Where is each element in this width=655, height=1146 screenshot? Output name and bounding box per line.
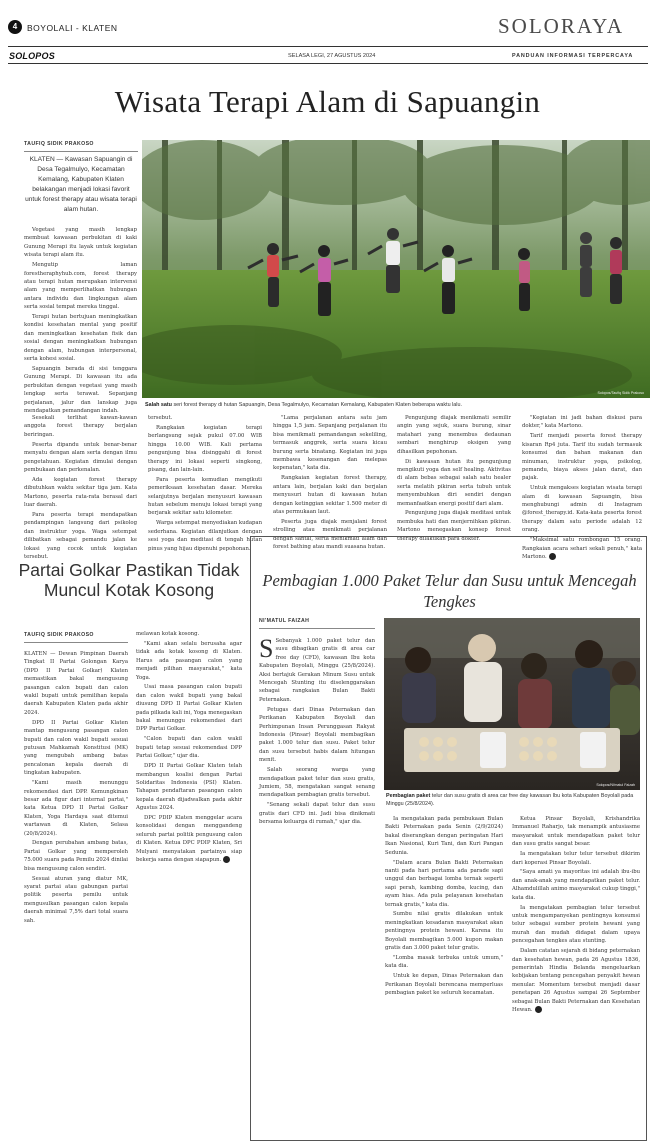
paragraph: Para peserta terapi mendapatkan pendampingan langsung dari psikolog dan instruktur yoga. Waga setempat dilibatkan sebagai pemandu jalan ke lokasi yang cocok untuk kegiatan tersebut. [24, 511, 137, 560]
golkar-col-1 [24, 650, 128, 927]
header-rule-bottom [8, 63, 648, 64]
paragraph: DPD II Partai Golkar Klaten mantap mengusung pasangan calon bupati dan calon wakil bupati sesuai putusan Mahkamah Konstitusi (MK) yang mengubah ambang batas pencalonan kepala daerah di tingkatan kabupaten. [24, 719, 128, 777]
paragraph: DPC PDIP Klaten menggelar acara konsolidasi dengan menggandeng seluruh partai politik pengusung calon di Klaten. Ketua DPC PDIP Klaten, Sri Mulyani menyatakan partainya siap bekerja sama dengan siapapun. [136, 815, 242, 864]
paragraph: "Lama perjalanan antara satu jam hingga 1,5 jam. Sepanjang perjalanan itu bisa menikmati pemandangan sekeliling, termasuk anggrek, serta suara kicau burung serta binatang. Kegiatan ini juga membawa kesenangan dan melepas kepenatan," kata dia. [273, 415, 387, 472]
paragraph: Untuk mengakses kegiatan wisata terapi alam di kawasan Sapuangin, bisa menghubungi admin di Instagram @forest_therapy.id. Kata-kata peserta forest therapy dalam satu periode adalah 12 orang. [522, 485, 642, 534]
egg-col-3 [512, 815, 640, 1016]
paragraph: Rangkaian kegiatan terapi berlangsung sejak pukul 07.00 WIB hingga 10.00 WIB. Kali pertama pengunjung bisa disinggahi di forest therapy ini lokasi seperti singkong, pisang, dan lain-lain. [148, 424, 262, 473]
end-mark-icon [535, 1006, 542, 1013]
drop-cap: S [259, 634, 274, 663]
paragraph: Petugas dari Dinas Peternakan dan Perikanan Kabupaten Boyolali dan Perhimpunan Insan Perunggasan Rakyat Indonesia (Pinsar) Boyolali membagikan paket 1.000 telur dan susu. Paket telur dan susu tersebut habis dalam hitungan menit. [259, 706, 375, 764]
paragraph: "Dalam acara Bulan Bakti Peternakan nanti pada hari pertama ada parade sapi unggul dan berbagai lomba ternak seperti sapi perah, kambing domba, kucing, dan ayam hias. Ada pula pelayanan kesehatan ternak gratis," kata dia. [385, 859, 503, 908]
forest-therapy-illustration [142, 140, 650, 398]
paragraph: "Kami akan selalu berusaha agar tidak ada kotak kosong di Klaten. Harus ada pasangan calon yang menjadi pilihan masyarakat," kata Yoga. [136, 640, 242, 681]
paragraph: KLATEN — Dewan Pimpinan Daerah Tingkat II Partai Golongan Karya (DPD II Partai Golkar) Klaten memastikan bakal mengusung pasangan calon bupati dan calon wakil bupati untuk pemilihan kepala daerah Kabupaten Klaten pada akhir 2024. [24, 651, 128, 716]
paragraph: Rangkaian kegiatan forest therapy, antara lain, berjalan kaki dan berjalan menyusuri hutan di kawasan hutan dengan ketinggian sekitar 1.500 meter di atas permukaan laut. [273, 475, 387, 515]
golkar-byline: TAUFIQ SIDIK PRAKOSO [24, 632, 94, 638]
brand-title: SOLORAYA [498, 14, 625, 38]
paragraph: Di kawasan hutan itu pengunjung mengikuti yoga dan self healing. Aktivitas di alam bebas sebagai salah satu healer serta melatih pikiran serta tubuh untuk menyembuhkan diri sendiri dengan memanfaatkan energi positif dari alam. [397, 458, 511, 507]
caption-text: telur dan susu gratis di area car free day kawasan Ibu kota Kabupaten Boyolali pada Minggu (25/8/2024). [386, 793, 634, 807]
golkar-headline: Partai Golkar Pastikan Tidak Muncul Kotak Kosong [18, 560, 240, 600]
issue-date: SELASA LEGI, 27 AGUSTUS 2024 [288, 53, 376, 59]
paragraph: Sumbu nilai gratis dilakukan untuk meningkatkan kesadaran masyarakat akan pentingnya protein hewani. Karena itu Boyolali membagikan 5.000 kupon makan gratis dan 3.000 paket telur gratis. [385, 911, 503, 952]
egg-col-1 [259, 634, 375, 828]
caption-label: Salah satu [145, 402, 172, 408]
paragraph: Dalam catatan sejarah di bidang peternakan dan kesehatan hewan, pada 26 Agustus 1836, pemerintah Hindia Belanda mengeluarkan kebijakan tentang pencegahan penyakit hewan menular. Momentum tersebut menjadi dasar penetapan 26 Agustus sampai 26 September sebagai Bulan Bakti Peternakan dan Kesehatan Hewan. [512, 948, 640, 1013]
paragraph: Ia mengatakan pada pembukaan Bulan Bakti Peternakan pada Senin (2/9/2024) bakal diserangkan dengan peringatan Hari Ikan Nasional, Kuri Tani, dan Kuri Pangan Sedunia. [385, 816, 503, 856]
paragraph: Mengutip laman forestheraphyhub.com, forest therapy atau terapi hutan merupakan intervensi alam yang memperlihatkan hubungan antara individu dan lingkungan alam serta sosial tempat mereka tinggal. [24, 262, 137, 311]
paragraph: Vegetasi yang masih lengkap membuat kawasan perbukitan di kaki Gunung Merapi itu layak untuk kegiatan wisata terapi alam itu. [24, 227, 137, 259]
end-mark-icon [223, 856, 230, 863]
page-number: 4 [8, 20, 22, 34]
paragraph: "Saya amati ya mayoritas ini adalah ibu-ibu dan anak-anak yang mendapatkan paket telur. Alhamdulillah animo masyarakat cukup tinggi," kata dia. [512, 869, 640, 901]
egg-distribution-illustration [384, 618, 640, 790]
paragraph: Ia mengatakan telur telur tersebut dikirim dari koperasi Pinsar Boyolali. [512, 851, 640, 866]
paragraph: Pengunjung diajak menikmati semilir angin yang sejuk, suara burung, sinar matahari yang menembus dedaunan sembari menghirup oksigen yang dihasilkan pepohonan. [397, 415, 511, 455]
main-col-1 [24, 226, 137, 417]
main-col-4 [397, 414, 511, 545]
egg-photo-caption [386, 792, 640, 808]
forest-therapy-photo [142, 140, 650, 398]
paragraph: Tarif menjadi peserta forest therapy kisaran Rp4 juta. Tarif itu sudah termasuk konsumsi dan bahan makanan dan minuman, instruktur yoga, psikolog, pemandu, biaya akses jalan darat, dan pajak. [522, 433, 642, 482]
main-lead: KLATEN — Kawasan Sapuangin di Desa Tegalmulyo, Kecamatan Kemalang, Kabupaten Klaten belakangan menjadi lokasi favorit untuk forest therapy atau wisata terapi alam hutan. [25, 156, 137, 213]
paragraph: Sesuai aturan yang diatur MK, syarat partai atau gabungan partai politik peserta pemilu untuk mengusulkan pasangan calon kepala daerah minimal 7,5% dari total suara sah. [24, 875, 128, 924]
main-byline-rule [24, 151, 138, 152]
paragraph: Peserta dipandu untuk benar-benar menyatu dengan alam serta dengan ilmu pengetahuan. Kegiatan dimulai dengan pembukaan dan perkenalan. [24, 441, 137, 473]
paragraph: "Maksimal satu rombongan 15 orang. Rangkaian acara sehari sekali penuh," kata Martono. [522, 537, 642, 560]
main-photo-caption [145, 401, 645, 409]
paragraph: "Kegiatan ini jadi bahan diskusi para dokter," kata Martono. [522, 415, 642, 430]
main-byline: TAUFIQ SIDIK PRAKOSO [24, 141, 94, 147]
paragraph: "Lomba masak terbuka untuk umum," kata dia. [385, 955, 503, 970]
paragraph: tersebut. [148, 415, 173, 421]
egg-lead-text: Sebanyak 1.000 paket telur dan susu dibagikan gratis di area car free day (CFD), kawasan Ibu kota Kabupaten Boyolali, Minggu (25/8/2024). Aksi bertajuk Gerakan Minum Susu untuk Mencegah Stunting itu diselenggarakan sebagai rangkaian Bulan Bakti Peternakan. [259, 638, 375, 703]
section-label: BOYOLALI - KLATEN [27, 23, 118, 33]
paragraph [259, 634, 375, 704]
paragraph: Ia mengatakan pembagian telur tersebut untuk mengampanyekan pentingnya konsumsi telur sebagai sumber protein hewani yang murah dan mudah didapat dalam upaya pencegahan tengkes atau stunting. [512, 904, 640, 945]
tagline: PANDUAN INFORMASI TERPERCAYA [512, 53, 634, 59]
paragraph: Pengunjung juga diajak meditasi untuk membuka hati dan menjernihkan pikiran. Martono menegaskan konsep forest therapy dilakukan para dokter. [397, 510, 511, 542]
paragraph: Para peserta kemudian mengikuti pemeriksaan kesehatan dasar. Mereka selanjutnya berjalan menyusuri kawasan hutan sebelum menuju lokasi terapi yang berjarak sekitar satu kilometer. [148, 476, 262, 517]
egg-headline: Pembagian 1.000 Paket Telur dan Susu untuk Mencegah Tengkes [262, 571, 637, 611]
solopos-logo: SOLOPOS [9, 51, 55, 61]
paragraph: "Senang sekali dapat telur dan susu gratis dari CFD ini. Jadi bisa dinikmati bersama keluarga di rumah," ujar dia. [259, 802, 375, 826]
paragraph: Dengan perubahan ambang batas, Partai Golkar yang memperoleh 75.000 suara pada Pemilu 2024 dinilai bisa mengusung calon sendiri. [24, 840, 128, 872]
egg-byline-rule [259, 628, 375, 629]
paragraph: Ada kegiatan forest therapy dibutuhkan waktu sekitar tiga jam. Kata Martono, peserta rata-rata berasal dari luar daerah. [24, 476, 137, 509]
paragraph: Salah seorang warga yang mendapatkan paket telur dan susu gratis, Jumiem, 58, mengatakan sangat senang mendapatkan pembagian gratis tersebut. [259, 767, 375, 799]
photo-credit: Solopos/Taufiq Sidik Prakoso [597, 391, 644, 395]
paragraph: Sapuangin berada di sisi tenggara Gunung Merapi. Di kawasan itu ada perbukitan dengan vegetasi yang masih lengkap serta terawat. Sepanjang perjalanan, jalur dan lanskap juga mendapatkan pemandangan indah. [24, 366, 137, 415]
paragraph: DPD II Partai Golkar Klaten telah membangun koalisi dengan Partai Solidaritas Indonesia (PSI) Klaten. Tahapan pendaftaran pasangan calon kepala daerah dijadwalkan pada akhir Agustus 2024. [136, 763, 242, 812]
main-col-1b [24, 414, 137, 563]
egg-distribution-photo [384, 618, 640, 790]
main-col-2 [148, 414, 262, 555]
paragraph: "Calon bupati dan calon wakil bupati tetap sesuai rekomendasi DPP Partai Golkar," ujar dia. [136, 736, 242, 760]
egg-byline: NI'MATUL FAIZAH [259, 618, 310, 624]
caption-label: Pembagian paket [386, 793, 431, 799]
paragraph: melawan kotak kosong. [136, 631, 200, 637]
golkar-col-2 [136, 630, 242, 866]
paragraph: Usai masa pasangan calon bupati dan calon wakil bupati yang bakal diusung DPD II Partai Golkar Klaten pada pilkada kali ini, Yoga menegaskan bakal menunggu rekomendasi dari DPP Partai Golkar. [136, 684, 242, 733]
paragraph: Sesekali terlihat kawan-kawan anggota forest therapy berjalan beriringan. [24, 415, 137, 438]
paragraph: Untuk ke depan, Dinas Peternakan dan Perikanan Boyolali berencana memperluas pembagian paket ke seluruh kecamatan. [385, 973, 503, 997]
paragraph: Ketua Pinsar Boyolali, Krishandrika Immanuel Raharjo, tak menampik antusiasme masyarakat untuk mendapatkan paket telur dan susu gratis sangat besar. [512, 816, 640, 848]
header-rule [8, 46, 648, 47]
paragraph: Warga setempat menyediakan kudapan sederhana. Kegiatan dilanjutkan dengan sesi yoga dan meditasi di tengah hutan pinus yang hijau dipenuhi pepohonan. [148, 520, 262, 552]
egg-col-2 [385, 815, 503, 999]
paragraph: Peserta juga diajak menjalani forest strolling atau menikmati perjalanan dengan santai, serta menikmati alam dan forest bathing atau mandi suasana hutan. [273, 518, 387, 551]
caption-text: seri forest therapy di hutan Sapuangin, Desa Tegalmulyo, Kecamatan Kemalang, Kabupaten Klaten beberapa waktu lalu. [173, 402, 462, 408]
photo-credit: Solopos/Ni'matul Faizah [596, 783, 635, 787]
main-col-3 [273, 414, 387, 553]
paragraph: "Kami masih menunggu rekomendasi dari DPP. Kemungkinan besar ada figur dari internal partai," kata Ketua DPD II Partai Golkar Klaten, Yoga Hardaya saat ditemui wartawan di Klaten, Selasa (20/8/2024). [24, 780, 128, 837]
main-headline: Wisata Terapi Alam di Sapuangin [114, 84, 541, 119]
golkar-byline-rule [24, 642, 128, 643]
paragraph: Terapi hutan bertujuan meningkatkan kondisi kesehatan mental yang positif dan meningkatkan kesehatan fisik dan sosial dengan meningkatkan hubungan dengan alam, hubungan interpersonal, serta kohesi sosial. [24, 314, 137, 363]
